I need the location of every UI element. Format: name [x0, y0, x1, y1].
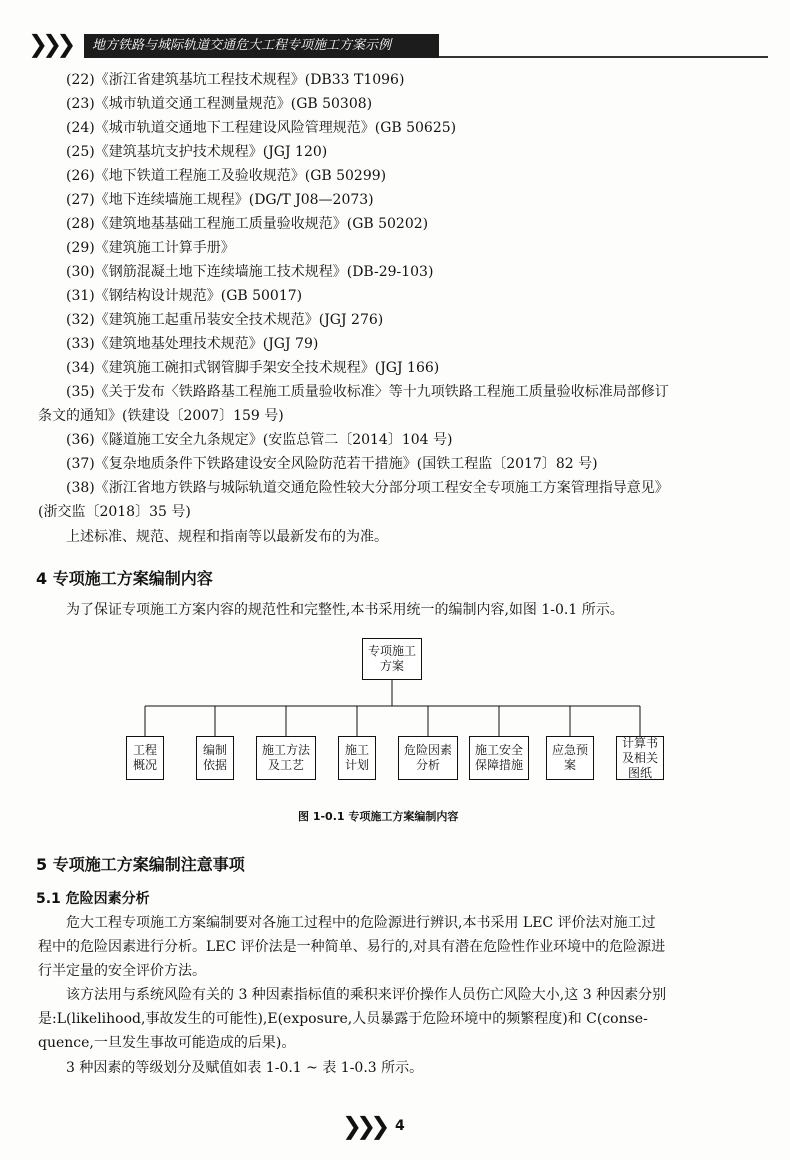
- reference-32: (32)《建筑施工起重吊装安全技术规范》(JGJ 276): [66, 312, 384, 328]
- diagram-node-safety: 施工安全保障措施: [469, 736, 529, 780]
- reference-27: (27)《地下连续墙施工规程》(DG/T J08—2073): [66, 192, 374, 208]
- page-footer: [0, 1112, 790, 1140]
- diagram-node-overview: 工程概况: [126, 736, 164, 780]
- references-note: 上述标准、规范、规程和指南等以最新发布的为准。: [66, 529, 388, 545]
- reference-37: (37)《复杂地质条件下铁路建设安全风险防范若干措施》(国铁工程监〔2017〕82 号): [66, 456, 598, 472]
- diagram-node-method: 施工方法及工艺: [256, 736, 316, 780]
- section-5-1-line-3: 行半定量的安全评价方法。: [38, 963, 206, 979]
- diagram-node-plan: 施工计划: [338, 736, 376, 780]
- diagram-node-calculation: 计算书及相关图纸: [616, 736, 664, 780]
- reference-36: (36)《隧道施工安全九条规定》(安监总管二〔2014〕104 号): [66, 432, 453, 448]
- reference-23: (23)《城市轨道交通工程测量规范》(GB 50308): [66, 96, 373, 112]
- section-4-heading: 4 专项施工方案编制内容: [36, 569, 213, 588]
- diagram-root-node: 专项施工方案: [362, 638, 422, 680]
- section-5-1-line-2: 程中的危险因素进行分析。LEC 评价法是一种简单、易行的,对具有潜在危险性作业环境中的危险源进: [38, 939, 666, 955]
- section-5-1-line-6: quence,一旦发生事故可能造成的后果)。: [38, 1035, 296, 1051]
- reference-31: (31)《钢结构设计规范》(GB 50017): [66, 288, 303, 304]
- reference-38-continued: (浙交监〔2018〕35 号): [38, 504, 191, 520]
- figure-caption: 图 1-0.1 专项施工方案编制内容: [298, 810, 459, 823]
- reference-25: (25)《建筑基坑支护技术规程》(JGJ 120): [66, 144, 328, 160]
- header-chevrons-icon: ❯❯❯: [28, 30, 71, 58]
- reference-35: (35)《关于发布〈铁路路基工程施工质量验收标准〉等十九项铁路工程施工质量验收标准局部修订: [66, 384, 669, 400]
- reference-28: (28)《建筑地基基础工程施工质量验收规范》(GB 50202): [66, 216, 429, 232]
- section-5-1-heading: 5.1 危险因素分析: [36, 891, 150, 907]
- reference-29: (29)《建筑施工计算手册》: [66, 240, 235, 256]
- page-number: 4: [395, 1118, 405, 1134]
- section-5-heading: 5 专项施工方案编制注意事项: [36, 855, 245, 874]
- reference-22: (22)《浙江省建筑基坑工程技术规程》(DB33 T1096): [66, 72, 405, 88]
- reference-34: (34)《建筑施工碗扣式钢管脚手架安全技术规程》(JGJ 166): [66, 360, 440, 376]
- section-4-intro: 为了保证专项施工方案内容的规范性和完整性,本书采用统一的编制内容,如图 1-0.1 所示。: [66, 602, 624, 618]
- section-5-1-line-1: 危大工程专项施工方案编制要对各施工过程中的危险源进行辨识,本书采用 LEC 评价法对施工过: [66, 915, 656, 931]
- reference-35-continued: 条文的通知》(铁建设〔2007〕159 号): [38, 408, 284, 424]
- section-5-1-line-4: 该方法用与系统风险有关的 3 种因素指标值的乘积来评价操作人员伤亡风险大小,这 3 种因素分别: [66, 987, 667, 1003]
- diagram-node-emergency: 应急预案: [546, 736, 594, 780]
- reference-30: (30)《钢筋混凝土地下连续墙施工技术规程》(DB-29-103): [66, 264, 434, 280]
- section-5-1-line-5: 是:L(likelihood,事故发生的可能性),E(exposure,人员暴露于危险环境中的频繁程度)和 C(conse-: [38, 1011, 648, 1027]
- header-title: 地方铁路与城际轨道交通危大工程专项施工方案示例: [84, 34, 439, 58]
- diagram-node-basis: 编制依据: [196, 736, 234, 780]
- section-5-1-line-7: 3 种因素的等级划分及赋值如表 1-0.1 ~ 表 1-0.3 所示。: [66, 1060, 424, 1076]
- reference-33: (33)《建筑地基处理技术规范》(JGJ 79): [66, 336, 319, 352]
- reference-38: (38)《浙江省地方铁路与城际轨道交通危险性较大分部分项工程安全专项施工方案管理指导意见》: [66, 480, 669, 496]
- reference-26: (26)《地下铁道工程施工及验收规范》(GB 50299): [66, 168, 387, 184]
- diagram-node-hazard: 危险因素分析: [398, 736, 458, 780]
- footer-chevrons-icon: ❯❯❯: [342, 1112, 385, 1140]
- reference-24: (24)《城市轨道交通地下工程建设风险管理规范》(GB 50625): [66, 120, 457, 136]
